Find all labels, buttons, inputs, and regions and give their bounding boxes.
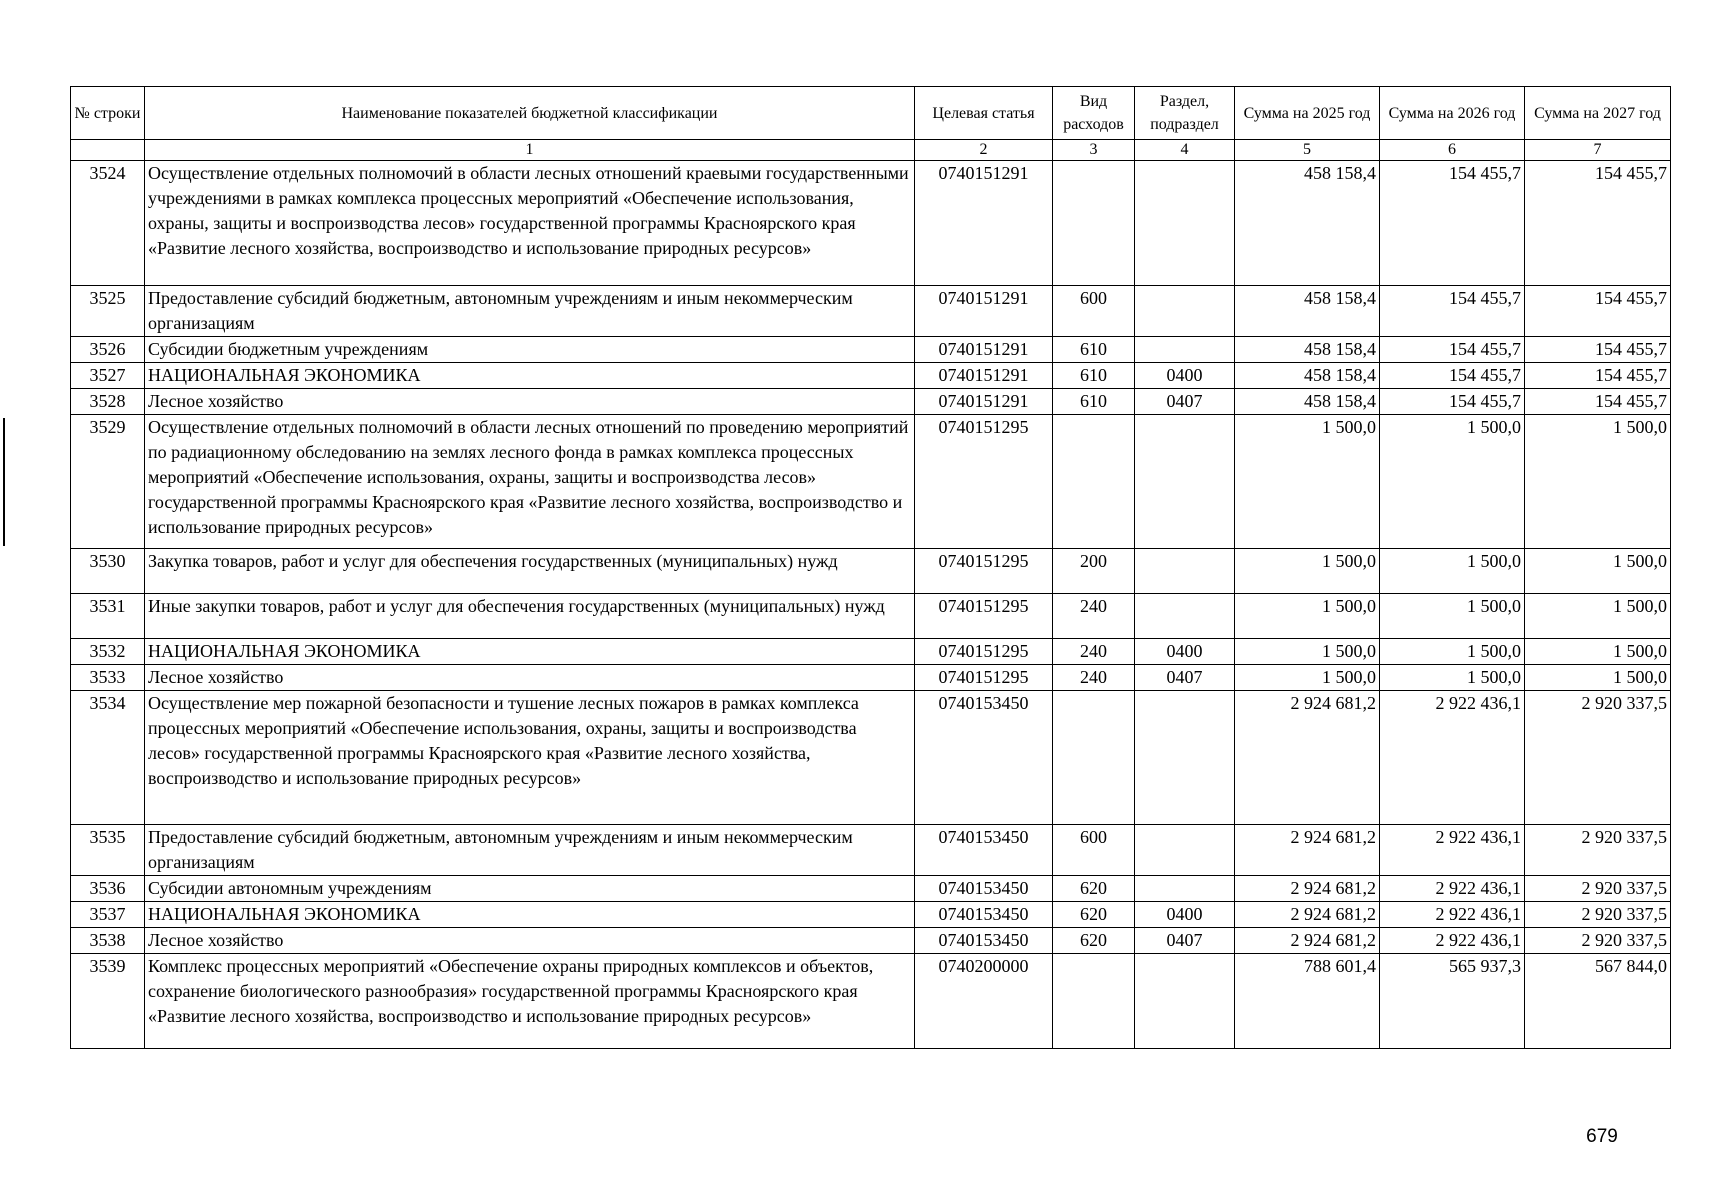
indicator-name: Предоставление субсидий бюджетным, автономным учреждениям и иным некоммерческим организациям	[145, 286, 915, 337]
indicator-name: Осуществление отдельных полномочий в области лесных отношений по проведению мероприятий по радиационному обследованию на землях лесного фонда в рамках комплекса процессных мероприятий «Обеспечение использования, охраны, защиты и воспроизводства лесов» государственной программы Красноярского края «Развитие лесного хозяйства, воспроизводство и использование природных ресурсов»	[145, 415, 915, 549]
expense-type: 600	[1053, 286, 1135, 337]
table-row	[71, 594, 1671, 639]
target-article: 0740151295	[915, 665, 1053, 691]
sum-2027: 1 500,0	[1525, 594, 1671, 639]
sum-2025: 458 158,4	[1235, 389, 1380, 415]
sum-2025: 1 500,0	[1235, 594, 1380, 639]
sum-2026: 1 500,0	[1380, 665, 1525, 691]
sum-2025: 2 924 681,2	[1235, 902, 1380, 928]
table-row	[71, 363, 1671, 389]
sum-2026: 154 455,7	[1380, 161, 1525, 286]
sum-2026: 2 922 436,1	[1380, 876, 1525, 902]
sum-2025: 788 601,4	[1235, 954, 1380, 1049]
row-number: 3536	[71, 876, 145, 902]
sum-2027: 1 500,0	[1525, 549, 1671, 594]
expense-type: 610	[1053, 389, 1135, 415]
target-article: 0740151291	[915, 363, 1053, 389]
sum-2027: 1 500,0	[1525, 665, 1671, 691]
row-number: 3525	[71, 286, 145, 337]
table-row	[71, 549, 1671, 594]
expense-type: 240	[1053, 594, 1135, 639]
expense-type: 610	[1053, 337, 1135, 363]
table-row	[71, 902, 1671, 928]
section-code	[1135, 594, 1235, 639]
expense-type: 200	[1053, 549, 1135, 594]
sum-2026: 565 937,3	[1380, 954, 1525, 1049]
section-code	[1135, 876, 1235, 902]
indicator-name: Иные закупки товаров, работ и услуг для обеспечения государственных (муниципальных) нужд	[145, 594, 915, 639]
target-article: 0740200000	[915, 954, 1053, 1049]
indicator-name: Закупка товаров, работ и услуг для обеспечения государственных (муниципальных) нужд	[145, 549, 915, 594]
target-article: 0740153450	[915, 902, 1053, 928]
sum-2027: 154 455,7	[1525, 337, 1671, 363]
target-article: 0740151291	[915, 161, 1053, 286]
table-row	[71, 389, 1671, 415]
sum-2026: 2 922 436,1	[1380, 825, 1525, 876]
section-code	[1135, 691, 1235, 825]
sum-2026: 2 922 436,1	[1380, 902, 1525, 928]
row-number: 3524	[71, 161, 145, 286]
sum-2027: 567 844,0	[1525, 954, 1671, 1049]
section-code: 0407	[1135, 389, 1235, 415]
sum-2025: 2 924 681,2	[1235, 691, 1380, 825]
sum-2026: 154 455,7	[1380, 363, 1525, 389]
row-number: 3537	[71, 902, 145, 928]
section-code	[1135, 825, 1235, 876]
sum-2025: 458 158,4	[1235, 363, 1380, 389]
expense-type	[1053, 691, 1135, 825]
sum-2027: 2 920 337,5	[1525, 902, 1671, 928]
expense-type: 620	[1053, 928, 1135, 954]
expense-type	[1053, 415, 1135, 549]
sum-2027: 154 455,7	[1525, 286, 1671, 337]
expense-type	[1053, 954, 1135, 1049]
sum-2025: 1 500,0	[1235, 639, 1380, 665]
table-row	[71, 876, 1671, 902]
header-row-number: № строки	[71, 87, 145, 140]
target-article: 0740151291	[915, 389, 1053, 415]
table-row	[71, 161, 1671, 286]
row-number: 3527	[71, 363, 145, 389]
column-number: 3	[1053, 140, 1135, 161]
row-number: 3528	[71, 389, 145, 415]
sum-2025: 1 500,0	[1235, 549, 1380, 594]
header-sum-2027: Сумма на 2027 год	[1525, 87, 1671, 140]
row-number: 3532	[71, 639, 145, 665]
section-code	[1135, 161, 1235, 286]
expense-type: 240	[1053, 639, 1135, 665]
row-number: 3534	[71, 691, 145, 825]
indicator-name: Осуществление мер пожарной безопасности и тушение лесных пожаров в рамках комплекса процессных мероприятий «Обеспечение использования, охраны, защиты и воспроизводства лесов» государственной программы Красноярского края «Развитие лесного хозяйства, воспроизводство и использование природных ресурсов»	[145, 691, 915, 825]
expense-type	[1053, 161, 1135, 286]
sum-2027: 154 455,7	[1525, 161, 1671, 286]
column-number: 1	[145, 140, 915, 161]
budget-table	[70, 86, 1671, 1049]
target-article: 0740151295	[915, 639, 1053, 665]
row-number: 3526	[71, 337, 145, 363]
header-sum-2025: Сумма на 2025 год	[1235, 87, 1380, 140]
scan-edge-mark	[3, 418, 5, 546]
column-number-blank	[71, 140, 145, 161]
indicator-name: Лесное хозяйство	[145, 928, 915, 954]
sum-2026: 1 500,0	[1380, 415, 1525, 549]
sum-2025: 1 500,0	[1235, 665, 1380, 691]
indicator-name: Лесное хозяйство	[145, 389, 915, 415]
indicator-name: НАЦИОНАЛЬНАЯ ЭКОНОМИКА	[145, 902, 915, 928]
sum-2026: 2 922 436,1	[1380, 691, 1525, 825]
table-row	[71, 954, 1671, 1049]
section-code: 0407	[1135, 928, 1235, 954]
sum-2025: 458 158,4	[1235, 286, 1380, 337]
column-number: 7	[1525, 140, 1671, 161]
section-code	[1135, 549, 1235, 594]
sum-2025: 2 924 681,2	[1235, 928, 1380, 954]
sum-2026: 1 500,0	[1380, 594, 1525, 639]
column-number: 5	[1235, 140, 1380, 161]
sum-2026: 154 455,7	[1380, 389, 1525, 415]
target-article: 0740153450	[915, 928, 1053, 954]
column-number: 4	[1135, 140, 1235, 161]
expense-type: 610	[1053, 363, 1135, 389]
target-article: 0740153450	[915, 876, 1053, 902]
table-row	[71, 691, 1671, 825]
sum-2026: 1 500,0	[1380, 549, 1525, 594]
sum-2027: 1 500,0	[1525, 639, 1671, 665]
header-sum-2026: Сумма на 2026 год	[1380, 87, 1525, 140]
table-row	[71, 928, 1671, 954]
expense-type: 620	[1053, 902, 1135, 928]
target-article: 0740153450	[915, 691, 1053, 825]
row-number: 3530	[71, 549, 145, 594]
sum-2027: 2 920 337,5	[1525, 876, 1671, 902]
sum-2027: 2 920 337,5	[1525, 691, 1671, 825]
indicator-name: Субсидии бюджетным учреждениям	[145, 337, 915, 363]
sum-2026: 1 500,0	[1380, 639, 1525, 665]
expense-type: 240	[1053, 665, 1135, 691]
section-code: 0407	[1135, 665, 1235, 691]
table-row	[71, 286, 1671, 337]
sum-2025: 1 500,0	[1235, 415, 1380, 549]
table-header-row	[71, 87, 1671, 140]
column-number-row	[71, 140, 1671, 161]
expense-type: 620	[1053, 876, 1135, 902]
target-article: 0740151295	[915, 415, 1053, 549]
sum-2026: 154 455,7	[1380, 286, 1525, 337]
table-row	[71, 825, 1671, 876]
sum-2025: 458 158,4	[1235, 337, 1380, 363]
sum-2027: 2 920 337,5	[1525, 825, 1671, 876]
sum-2026: 2 922 436,1	[1380, 928, 1525, 954]
section-code	[1135, 337, 1235, 363]
section-code: 0400	[1135, 639, 1235, 665]
target-article: 0740151291	[915, 286, 1053, 337]
row-number: 3538	[71, 928, 145, 954]
section-code	[1135, 954, 1235, 1049]
target-article: 0740151295	[915, 549, 1053, 594]
header-indicator-name: Наименование показателей бюджетной классификации	[145, 87, 915, 140]
sum-2027: 154 455,7	[1525, 363, 1671, 389]
table-body	[71, 161, 1671, 1049]
indicator-name: Субсидии автономным учреждениям	[145, 876, 915, 902]
section-code	[1135, 286, 1235, 337]
indicator-name: НАЦИОНАЛЬНАЯ ЭКОНОМИКА	[145, 639, 915, 665]
indicator-name: НАЦИОНАЛЬНАЯ ЭКОНОМИКА	[145, 363, 915, 389]
indicator-name: Лесное хозяйство	[145, 665, 915, 691]
indicator-name: Комплекс процессных мероприятий «Обеспечение охраны природных комплексов и объектов, сохранение биологического разнообразия» государственной программы Красноярского края «Развитие лесного хозяйства, воспроизводство и использование природных ресурсов»	[145, 954, 915, 1049]
sum-2027: 1 500,0	[1525, 415, 1671, 549]
row-number: 3533	[71, 665, 145, 691]
table-row	[71, 639, 1671, 665]
page-number: 679	[1586, 1126, 1618, 1147]
row-number: 3529	[71, 415, 145, 549]
table-row	[71, 665, 1671, 691]
header-expense-type: Вид расходов	[1053, 87, 1135, 140]
column-number: 6	[1380, 140, 1525, 161]
row-number: 3531	[71, 594, 145, 639]
sum-2027: 2 920 337,5	[1525, 928, 1671, 954]
target-article: 0740151291	[915, 337, 1053, 363]
table-row	[71, 415, 1671, 549]
row-number: 3539	[71, 954, 145, 1049]
target-article: 0740151295	[915, 594, 1053, 639]
row-number: 3535	[71, 825, 145, 876]
section-code: 0400	[1135, 902, 1235, 928]
section-code: 0400	[1135, 363, 1235, 389]
sum-2025: 458 158,4	[1235, 161, 1380, 286]
column-number: 2	[915, 140, 1053, 161]
sum-2025: 2 924 681,2	[1235, 825, 1380, 876]
header-section: Раздел, подраздел	[1135, 87, 1235, 140]
header-target-article: Целевая статья	[915, 87, 1053, 140]
expense-type: 600	[1053, 825, 1135, 876]
indicator-name: Осуществление отдельных полномочий в области лесных отношений краевыми государственными учреждениями в рамках комплекса процессных мероприятий «Обеспечение использования, охраны, защиты и воспроизводства лесов» государственной программы Красноярского края «Развитие лесного хозяйства, воспроизводство и использование природных ресурсов»	[145, 161, 915, 286]
sum-2026: 154 455,7	[1380, 337, 1525, 363]
section-code	[1135, 415, 1235, 549]
sum-2025: 2 924 681,2	[1235, 876, 1380, 902]
table-row	[71, 337, 1671, 363]
target-article: 0740153450	[915, 825, 1053, 876]
indicator-name: Предоставление субсидий бюджетным, автономным учреждениям и иным некоммерческим организациям	[145, 825, 915, 876]
sum-2027: 154 455,7	[1525, 389, 1671, 415]
